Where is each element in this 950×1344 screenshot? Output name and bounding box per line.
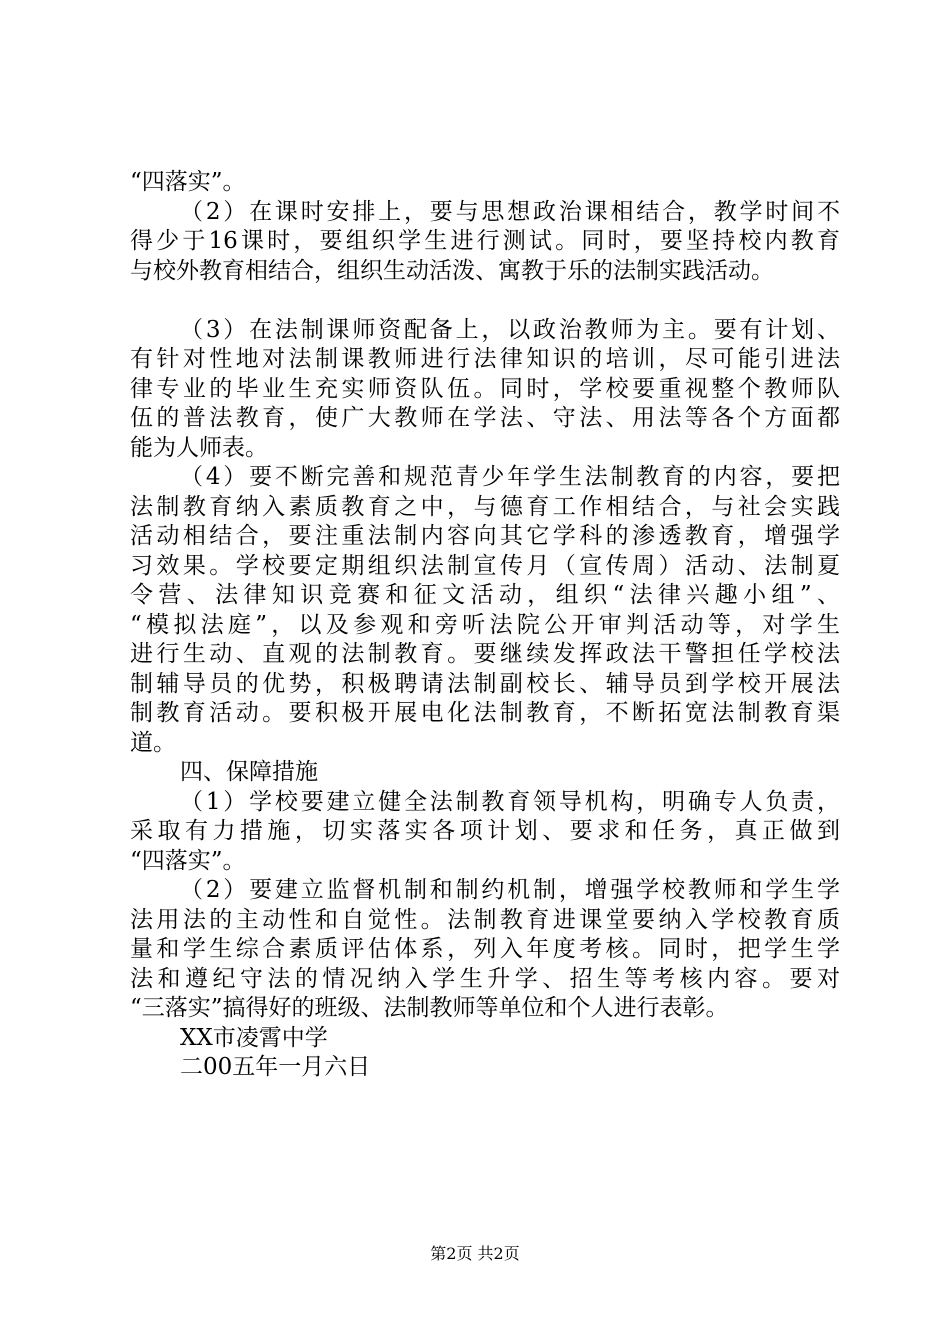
- text-line: 采取有力措施，切实落实各项计划、要求和任务，真正做到: [130, 818, 840, 844]
- text-line: 道。: [130, 729, 176, 756]
- text-line: “四落实”。: [130, 169, 246, 195]
- signature-organization: XX市凌霄中学: [180, 1024, 328, 1051]
- text-line: 律专业的毕业生充实师资队伍。同时，学校要重视整个教师队: [130, 375, 840, 402]
- text-line: 有针对性地对法制课教师进行法律知识的培训，尽可能引进法: [130, 346, 840, 372]
- text-line: 活动相结合，要注重法制内容向其它学科的渗透教育，增强学: [130, 523, 840, 549]
- text-line: 能为人师表。: [130, 434, 268, 461]
- text-line: （2）要建立监督机制和制约机制，增强学校教师和学生学: [180, 877, 840, 903]
- text-line: 得少于16课时，要组织学生进行测试。同时，要坚持校内教育: [130, 228, 840, 254]
- paragraph-gap: [130, 286, 840, 316]
- signature-date: 二00五年一月六日: [180, 1054, 371, 1080]
- text-line: （1）学校要建立健全法制教育领导机构，明确专人负责，: [180, 788, 840, 815]
- text-line: 法和遵纪守法的情况纳入学生升学、招生等考核内容。要对: [130, 965, 840, 992]
- text-line: 量和学生综合素质评估体系，列入年度考核。同时，把学生学: [130, 936, 840, 962]
- text-line: “四落实”。: [130, 847, 246, 874]
- text-line: 与校外教育相结合，组织生动活泼、寓教于乐的法制实践活动。: [130, 257, 774, 284]
- text-line: “模拟法庭”，以及参观和旁听法院公开审判活动等，对学生: [130, 611, 840, 638]
- text-line: （4）要不断完善和规范青少年学生法制教育的内容，要把: [180, 464, 840, 490]
- text-line: 习效果。学校要定期组织法制宣传月（宣传周）活动、法制夏: [130, 552, 840, 579]
- document-body: [130, 168, 840, 1083]
- text-line: “三落实”搞得好的班级、法制教师等单位和个人进行表彰。: [130, 995, 729, 1021]
- text-line: 制教育活动。要积极开展电化法制教育，不断拓宽法制教育渠: [130, 700, 840, 726]
- text-line: 令营、法律知识竞赛和征文活动，组织“法律兴趣小组”、: [130, 582, 840, 608]
- text-line: 法用法的主动性和自觉性。法制教育进课堂要纳入学校教育质: [130, 906, 840, 933]
- text-line: （3）在法制课师资配备上，以政治教师为主。要有计划、: [180, 316, 840, 343]
- text-line: 进行生动、直观的法制教育。要继续发挥政法干警担任学校法: [130, 641, 840, 667]
- text-line: 制辅导员的优势，积极聘请法制副校长、辅导员到学校开展法: [130, 670, 840, 697]
- text-line: 法制教育纳入素质教育之中，与德育工作相结合，与社会实践: [130, 493, 840, 520]
- section-heading: 四、保障措施: [180, 759, 318, 785]
- page-footer: 第2页 共2页: [430, 1244, 520, 1263]
- text-line: （2）在课时安排上，要与思想政治课相结合，教学时间不: [180, 198, 840, 225]
- text-line: 伍的普法教育，使广大教师在学法、守法、用法等各个方面都: [130, 405, 840, 431]
